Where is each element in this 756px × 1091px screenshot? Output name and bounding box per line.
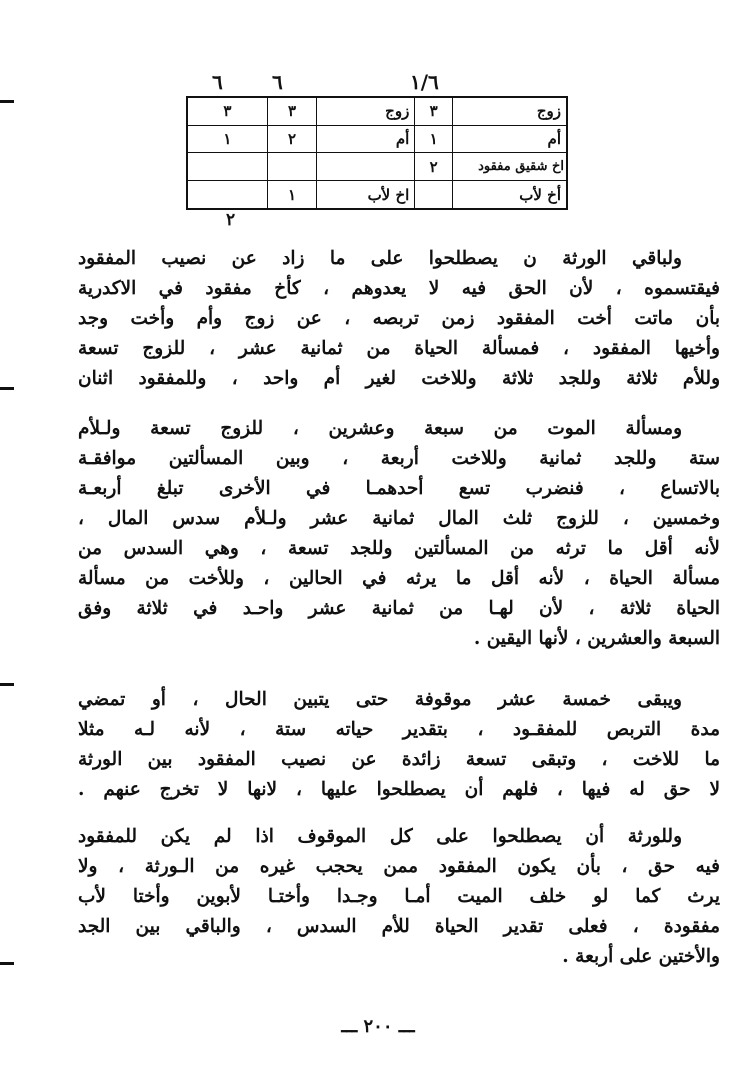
text-line: ويبقى خمسة عشر موقوفة حتى يتبين الحال ، أو تمضي (78, 689, 682, 710)
text-line: ما للاخت ، وتبقى تسعة زائدة عن نصيب المفقود بين الورثة (78, 749, 720, 770)
text-line: وللأم ثلاثة وللجد ثلاثة وللاخت لغير أم واحد ، وللمفقود اثنان (78, 368, 720, 389)
text-line: لأنه أقل ما ترثه من المسألتين وللجد تسعة ، وهي السدس من (78, 538, 720, 559)
table-bottom-number: ٢ (226, 210, 236, 230)
margin-mark (0, 100, 14, 103)
table-cell: ٣ (415, 98, 453, 125)
text-line: الحياة ثلاثة ، لأن لهـا من ثمانية عشر واحـد في ثلاثة وفق (78, 598, 720, 619)
table-cell: أم (453, 125, 566, 153)
text-line: مفقودة ، فعلى تقدير الحياة للأم السدس ، والباقي بين الجد (78, 916, 720, 937)
text-line: وخمسين ، للزوج ثلث المال ثمانية عشر ولـلأم سدس المال ، (78, 508, 720, 529)
text-line: والأختين على أربعة . (562, 946, 720, 967)
text-line: يرث كما لو خلف الميت أمـا وجـدا وأختـا لأبوين وأختا لأب (78, 886, 720, 907)
table-top-number: ١/٦ (410, 70, 439, 94)
table-cell: زوج (453, 98, 566, 125)
table-cell (267, 153, 316, 181)
table-cell (415, 181, 453, 208)
text-line: ومسألة الموت من سبعة وعشرين ، للزوج تسعة ولـلأم (78, 418, 682, 439)
text-line: فيقتسموه ، لأن الحق فيه لا يعدوهم ، كأخ مفقود في الاكدرية (78, 278, 720, 299)
paragraph (78, 822, 720, 972)
table-row (188, 181, 566, 208)
paragraph (78, 414, 720, 654)
table-cell: زوج (317, 98, 415, 125)
text-line: لا حق له فيها ، فلهم أن يصطلحوا عليها ، لانها لا تخرج عنهم . (78, 779, 720, 800)
page-number: ـــ ٢٠٠ ـــ (341, 1016, 415, 1037)
margin-mark (0, 387, 14, 390)
table-row (188, 153, 566, 181)
table-top-number: ٦ (272, 70, 283, 94)
paragraph (78, 685, 720, 805)
table-cell: اخ لأب (317, 181, 415, 208)
text-line: السبعة والعشرين ، لأنها اليقين . (473, 628, 720, 649)
table-cell: أخ لأب (453, 181, 566, 208)
table-row (188, 98, 566, 125)
text-line: ولباقي الورثة ن يصطلحوا على ما زاد عن نصيب المفقود (78, 248, 682, 269)
text-line: بأن ماتت أخت المفقود زمن تربصه ، عن زوج وأم وأخت وجد (78, 308, 720, 329)
table-cell: ٣ (188, 98, 267, 125)
table-cell (188, 153, 267, 181)
text-line: مدة التربص للمفقـود ، بتقدير حياته ستة ، لأنه لـه مثلا (78, 719, 720, 740)
table-cell: ١ (188, 125, 267, 153)
paragraph (78, 244, 720, 394)
table-cell: ١ (267, 181, 316, 208)
table-cell: ٣ (267, 98, 316, 125)
text-line: بالاتساع ، فنضرب تسع أحدهمـا في الأخرى تبلغ أربعـة (78, 478, 720, 499)
table-cell: ٢ (415, 153, 453, 181)
table-cell: اخ شقيق مفقود (453, 153, 566, 181)
text-line: ستة وللجد ثمانية وللاخت أربعة ، وبين المسألتين موافقـة (78, 448, 720, 469)
table-cell: ٢ (267, 125, 316, 153)
table-cell: ١ (415, 125, 453, 153)
text-line: وللورثة أن يصطلحوا على كل الموقوف اذا لم يكن للمفقود (78, 826, 682, 847)
text-line: وأخيها المفقود ، فمسألة الحياة من ثمانية عشر ، للزوج تسعة (78, 338, 720, 359)
table-row (188, 125, 566, 153)
margin-mark (0, 683, 14, 686)
inheritance-table (186, 96, 568, 210)
margin-mark (0, 962, 14, 965)
text-line: فيه حق ، بأن يكون المفقود ممن يحجب غيره من الـورثة ، ولا (78, 856, 720, 877)
table-cell: أم (317, 125, 415, 153)
table-top-number: ٦ (212, 70, 223, 94)
table-cell (188, 181, 267, 208)
table-cell (317, 153, 415, 181)
text-line: مسألة الحياة ، لأنه أقل ما يرثه في الحالين ، وللأخت من مسألة (78, 568, 720, 589)
